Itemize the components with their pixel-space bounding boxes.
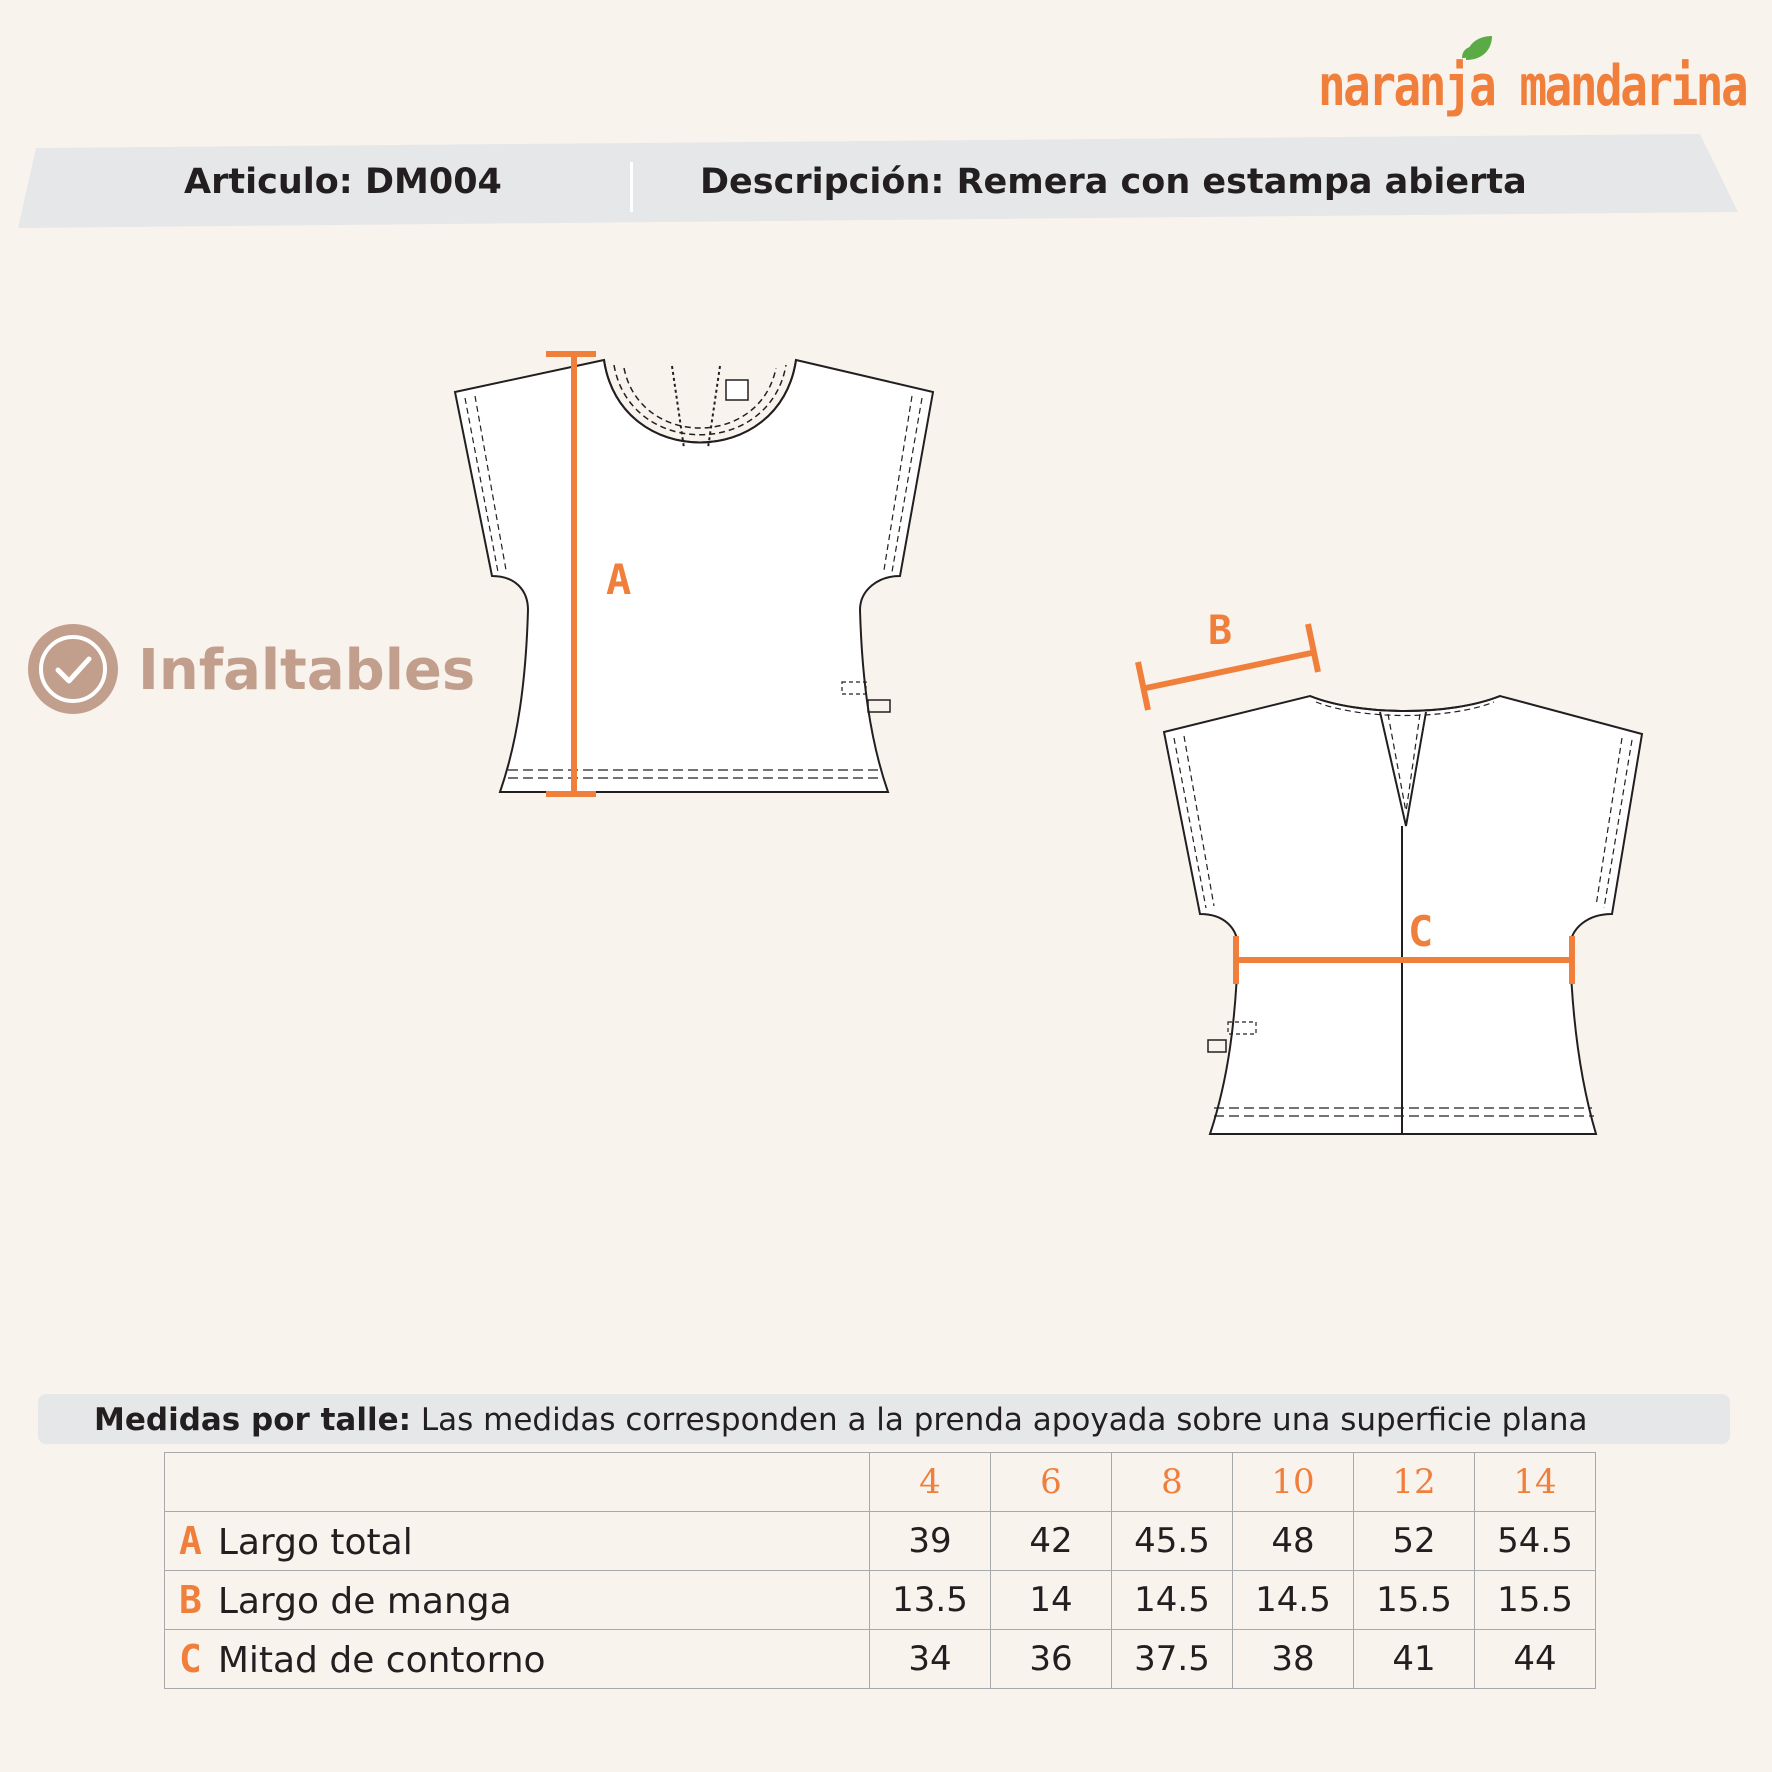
- size-table: [164, 1452, 1596, 1689]
- row-letter: B: [179, 1578, 202, 1622]
- measurements-title: [94, 1402, 1588, 1438]
- table-cell: 15.5: [1475, 1571, 1596, 1630]
- table-row: [165, 1571, 1596, 1630]
- table-cell: 15.5: [1354, 1571, 1475, 1630]
- label-c: C: [1408, 907, 1434, 956]
- label-b: B: [1208, 608, 1233, 654]
- table-cell: 36: [991, 1630, 1112, 1689]
- size-header: 10: [1233, 1453, 1354, 1512]
- table-cell: 38: [1233, 1630, 1354, 1689]
- row-label: [165, 1512, 870, 1571]
- row-label: [165, 1630, 870, 1689]
- table-cell: 41: [1354, 1630, 1475, 1689]
- size-header: 4: [870, 1453, 991, 1512]
- table-cell: 14.5: [1112, 1571, 1233, 1630]
- table-cell: 34: [870, 1630, 991, 1689]
- size-header-row: [165, 1453, 1596, 1512]
- measurements-title-note: Las medidas corresponden a la prenda apoyada sobre una superficie plana: [420, 1402, 1588, 1438]
- table-cell: 52: [1354, 1512, 1475, 1571]
- table-cell: 54.5: [1475, 1512, 1596, 1571]
- front-view: [455, 360, 933, 792]
- badge-label: Infaltables: [138, 638, 476, 703]
- row-name: Largo total: [217, 1522, 413, 1563]
- table-row: [165, 1512, 1596, 1571]
- table-cell: 37.5: [1112, 1630, 1233, 1689]
- table-cell: 45.5: [1112, 1512, 1233, 1571]
- table-cell: 14: [991, 1571, 1112, 1630]
- table-cell: 42: [991, 1512, 1112, 1571]
- size-header: 14: [1475, 1453, 1596, 1512]
- table-row: [165, 1630, 1596, 1689]
- table-cell: 14.5: [1233, 1571, 1354, 1630]
- article-description: Descripción: Remera con estampa abierta: [700, 162, 1527, 202]
- row-name: Largo de manga: [217, 1581, 512, 1622]
- row-name: Mitad de contorno: [217, 1640, 546, 1681]
- label-a: A: [606, 555, 632, 604]
- empty-header-cell: [165, 1453, 870, 1512]
- table-cell: 48: [1233, 1512, 1354, 1571]
- table-cell: 13.5: [870, 1571, 991, 1630]
- table-cell: 39: [870, 1512, 991, 1571]
- article-code: Articulo: DM004: [184, 162, 502, 202]
- back-view: [1164, 696, 1642, 1134]
- size-header: 6: [991, 1453, 1112, 1512]
- row-letter: C: [179, 1637, 202, 1681]
- table-cell: 44: [1475, 1630, 1596, 1689]
- measurements-title-bold: Medidas por talle:: [94, 1402, 412, 1438]
- brand-name: naranja mandarina: [1318, 54, 1747, 119]
- size-header: 12: [1354, 1453, 1475, 1512]
- row-label: [165, 1571, 870, 1630]
- row-letter: A: [179, 1519, 202, 1563]
- size-header: 8: [1112, 1453, 1233, 1512]
